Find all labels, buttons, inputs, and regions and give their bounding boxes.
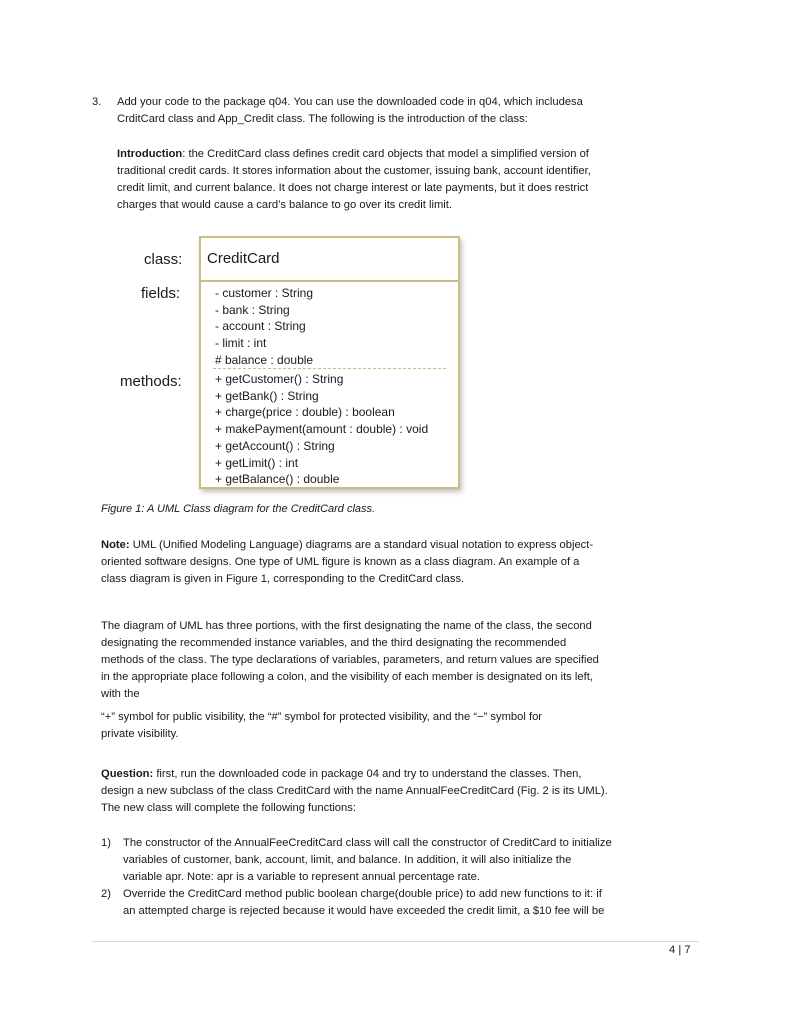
uml-field: - bank : String	[215, 302, 290, 317]
text-line: methods of the class. The type declarations of variables, parameters, and return values are specified	[101, 654, 599, 666]
text-line: The diagram of UML has three portions, with the first designating the name of the class, the second	[101, 620, 592, 632]
text-line: “+” symbol for public visibility, the “#” symbol for protected visibility, and the “−” symbol for	[101, 711, 543, 723]
uml-methods-label: methods:	[120, 373, 182, 390]
uml-field: # balance : double	[215, 352, 314, 367]
visibility-paragraph	[101, 709, 542, 743]
uml-class-label: class:	[144, 251, 183, 268]
text-line: private visibility.	[101, 728, 179, 740]
text-line: charges that would cause a card’s balance to go over its credit limit.	[117, 199, 452, 211]
uml-class-name: CreditCard	[207, 250, 280, 267]
uml-field: - customer : String	[215, 286, 314, 300]
uml-method: + getLimit() : int	[215, 455, 299, 470]
uml-method: + makePayment(amount : double) : void	[215, 422, 429, 437]
uml-fields-list	[215, 285, 313, 369]
text-line: first, run the downloaded code in package 04 and try to understand the classes. Then,	[153, 768, 582, 780]
uml-method: + getBank() : String	[215, 388, 319, 403]
footer-divider	[92, 941, 699, 942]
text-line: UML (Unified Modeling Language) diagrams are a standard visual notation to express object-	[129, 539, 594, 551]
uml-title-row	[201, 238, 458, 282]
text-line: : the CreditCard class defines credit card objects that model a simplified version of	[182, 148, 589, 160]
text-line: Add your code to the package q04. You can use the downloaded code in q04, which includesa	[117, 96, 583, 108]
list-number: 1)	[101, 837, 111, 849]
text-line: variable apr. Note: apr is a variable to represent annual percentage rate.	[123, 871, 480, 883]
item3-text	[117, 94, 583, 128]
uml-field: - account : String	[215, 319, 306, 334]
question-label: Question:	[101, 768, 154, 780]
text-line: traditional credit cards. It stores information about the customer, issuing bank, account identifier,	[117, 165, 591, 177]
text-line: credit limit, and current balance. It does not charge interest or late payments, but it does restrict	[117, 182, 589, 194]
text-line: class diagram is given in Figure 1, corresponding to the CreditCard class.	[101, 573, 465, 585]
figure-caption: Figure 1: A UML Class diagram for the CreditCard class.	[101, 503, 376, 515]
text-line: The new class will complete the following functions:	[101, 802, 356, 814]
page-number: 4 | 7	[669, 944, 691, 956]
text-line: designating the recommended instance variables, and the third designating the recommended	[101, 637, 567, 649]
introduction-label: Introduction	[117, 148, 183, 160]
item-number: 3.	[92, 96, 102, 108]
uml-methods-list	[215, 371, 428, 488]
text-line: variables of customer, bank, account, limit, and balance. In addition, it will also initialize the	[123, 854, 572, 866]
uml-description-paragraph	[101, 618, 599, 703]
text-line: Override the CreditCard method public boolean charge(double price) to add new functions to it: if	[123, 888, 602, 900]
uml-method: + getCustomer() : String	[215, 372, 344, 386]
uml-class-diagram	[199, 236, 460, 489]
uml-method: + getBalance() : double	[215, 472, 340, 487]
uml-divider	[213, 368, 446, 369]
note-paragraph	[101, 537, 593, 588]
uml-field: - limit : int	[215, 336, 267, 351]
uml-method: + charge(price : double) : boolean	[215, 405, 395, 420]
text-line: design a new subclass of the class CreditCard with the name AnnualFeeCreditCard (Fig. 2 is its UML).	[101, 785, 608, 797]
text-line: The constructor of the AnnualFeeCreditCard class will call the constructor of CreditCard to initialize	[123, 837, 612, 849]
text-line: an attempted charge is rejected because it would have exceeded the credit limit, a $10 fee will be	[123, 905, 605, 917]
list-number: 2)	[101, 888, 111, 900]
text-line: oriented software designs. One type of UML figure is known as a class diagram. An example of a	[101, 556, 580, 568]
note-label: Note:	[101, 539, 130, 551]
text-line: with the	[101, 688, 140, 700]
uml-fields-label: fields:	[141, 285, 181, 302]
text-line: in the appropriate place following a colon, and the visibility of each member is designated on its left,	[101, 671, 593, 683]
uml-method: + getAccount() : String	[215, 438, 335, 453]
introduction-paragraph	[117, 146, 591, 214]
text-line: CrditCard class and App_Credit class. The following is the introduction of the class:	[117, 113, 528, 125]
question-paragraph	[101, 766, 608, 817]
